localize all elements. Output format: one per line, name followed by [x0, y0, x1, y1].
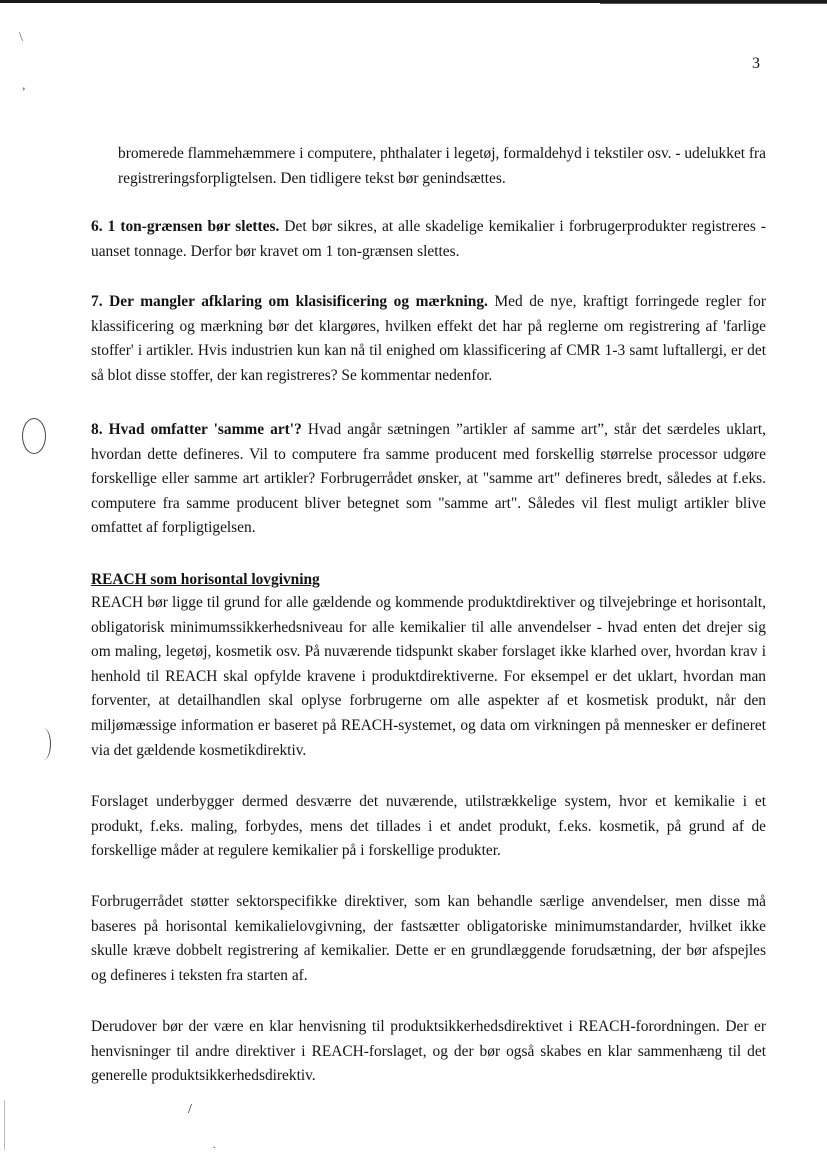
item-8-title: 8. Hvad omfatter 'samme art'? — [91, 421, 302, 438]
page-number: 3 — [752, 55, 760, 72]
paragraph-sector-directives: Forbrugerrådet støtter sektorspecifikke direktiver, som kan behandle særlige anvendelser, men disse må baseres på horisontal kemikalielovgivning, der fastsætter obligatoriske minimumstandarder, hvilket ikke skulle kræve dobbelt registrering af kemikalier. Dette er en grundlæggende forudsætning, der bør afspejles og defineres i teksten fra starten af. — [91, 893, 766, 984]
item-6-body: Det bør sikres, at alle skadelige kemikalier i forbrugerprodukter registreres - uanset tonnage. Derfor bør kravet om 1 ton-grænsen slettes. — [91, 218, 766, 260]
section-heading: REACH som horisontal lovgivning — [91, 571, 320, 588]
scan-top-edge-thin — [600, 3, 827, 4]
scan-speck: . — [213, 1140, 216, 1151]
item-7-title: 7. Der mangler afklaring om klasisificering og mærkning. — [91, 293, 488, 310]
item-8-body: Hvad angår sætningen ”artikler af samme art”, står det særdeles uklart, hvordan dette defineres. Vil to computere fra samme producent med forskellig størrelse processor udgøre forskellige eller samme art artikler? Forbrugerrådet ønsker, at "samme art" defineres bredt, således at f.eks. computere fra samme producent bliver betegnet som "samme art". Således vil flest muligt artikler blive omfattet af forpligtigelsen. — [91, 421, 766, 537]
punch-hole-mark — [36, 728, 51, 760]
paragraph-item-6 — [91, 215, 766, 264]
paragraph-continuation: bromerede flammehæmmere i computere, phthalater i legetøj, formaldehyd i tekstiler osv. - udelukket fra registreringsforpligtelsen. Den tidligere tekst bør genindsættes. — [118, 145, 766, 187]
scan-speck: \ — [19, 30, 23, 45]
punch-hole-mark — [22, 418, 46, 454]
item-7-body: Med de nye, kraftigt forringede regler for klassificering og mærkning bør det klargøres, hvilken effekt det har på reglerne om registrering af 'farlige stoffer' i artikler. Hvis industrien kun kan nå til enighed om klassificering af CMR 1-3 samt luftallergi, er det så blot disse stoffer, der kan registreres? Se kommentar nedenfor. — [91, 293, 766, 384]
scan-speck: / — [188, 1102, 192, 1117]
paragraph-product-safety: Derudover bør der være en klar henvisning til produktsikkerhedsdirektivet i REACH-forordningen. Der er henvisninger til andre direktiver i REACH-forslaget, og der bør også skabes en klar sammenhæng til det generelle produktsikkerhedsdirektiv. — [91, 1018, 766, 1085]
paragraph-item-7 — [91, 290, 766, 388]
paragraph-item-8 — [91, 418, 766, 541]
scan-edge-line — [4, 1100, 5, 1150]
paragraph-current-system: Forslaget underbygger dermed desværre det nuværende, utilstrækkelige system, hvor et kemikalie i et produkt, f.eks. maling, forbydes, mens det tillades i et andet produkt, f.eks. kosmetik, på grund af de forskellige måder at regulere kemikalier på i forskellige produkter. — [91, 793, 766, 860]
scan-speck: , — [22, 78, 26, 93]
paragraph-reach-horizontal: REACH bør ligge til grund for alle gældende og kommende produktdirektiver og tilvejebringe et horisontalt, obligatorisk minimumssikkerhedsniveau for alle kemikalier til alle anvendelser - hvad enten det drejer sig om maling, legetøj, kosmetik osv. På nuværende tidspunkt skaber forslaget ikke klarhed over, hvordan krav i henhold til REACH skal opfylde kravene i produktdirektiverne. For eksempel er det uklart, hvordan man forventer, at detailhandlen skal oplyse forbrugerne om alle aspekter af et kosmetisk produkt, når den miljømæssige information er baseret på REACH-systemet, og data om virkningen på mennesker er defineret via det gældende kosmetikdirektiv. — [91, 594, 766, 759]
item-6-title: 6. 1 ton-grænsen bør slettes. — [91, 218, 280, 235]
